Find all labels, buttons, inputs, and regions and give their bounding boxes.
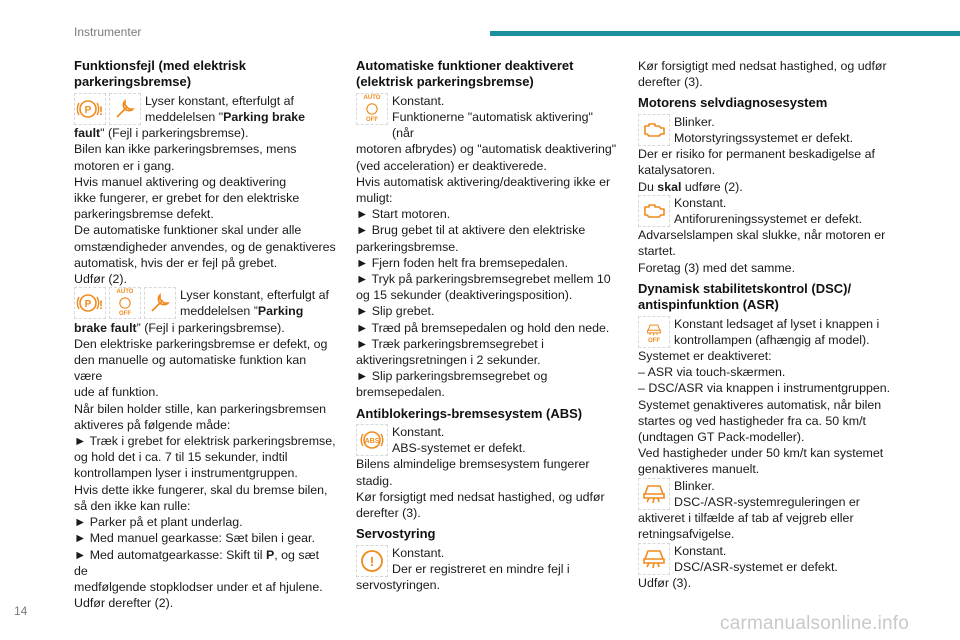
text-line: servostyringen. bbox=[356, 578, 441, 593]
heading-engine-diagnosis: Motorens selvdiagnosesystem bbox=[638, 95, 828, 111]
text-line: muligt: bbox=[356, 191, 393, 206]
text-line: brake fault” (Fejl i parkeringsbremse). bbox=[74, 320, 285, 335]
text-line: ikke fungerer, er grebet for den elektriske bbox=[74, 191, 300, 206]
text-line: aktiveres på følgende måde: bbox=[74, 417, 231, 432]
text-line: Konstant. bbox=[392, 425, 445, 440]
text-line: Blinker. bbox=[674, 478, 715, 493]
text-line: omstændigheder anvendes, og de genaktiveres bbox=[74, 239, 336, 254]
text-line: fault" (Fejl i parkeringsbremse). bbox=[74, 126, 249, 141]
dsc-skid-icon bbox=[638, 543, 670, 575]
text-line: ► Træd på bremsepedalen og hold den nede. bbox=[356, 320, 610, 335]
text-line: meddelelsen ”Parking bbox=[180, 304, 304, 319]
text-line: bremsepedalen. bbox=[356, 385, 445, 400]
text-line: automatisk, hvis der er fejl på grebet. bbox=[74, 255, 278, 270]
icon-row-parking-fault bbox=[74, 93, 336, 125]
text-line: Udfør derefter (2). bbox=[74, 596, 174, 611]
text-line: kontrollampen lyser i instrumentgruppen. bbox=[74, 466, 298, 481]
text-line: ► Træk parkeringsbremsegrebet i bbox=[356, 336, 544, 351]
text-line: genaktiveres manuelt. bbox=[638, 462, 760, 477]
text-line: ► Start motoren. bbox=[356, 207, 451, 222]
text-line: meddelelsen "Parking brake bbox=[145, 110, 306, 125]
icon-row-dsc-constant bbox=[638, 543, 900, 575]
text-line: Konstant. bbox=[392, 93, 445, 108]
text-line: ► Parker på et plant underlag. bbox=[74, 515, 243, 530]
text-line: så den ikke kan rulle: bbox=[74, 498, 191, 513]
text-line: De automatiske funktioner skal under alle bbox=[74, 223, 302, 238]
text-line: og 15 sekunder (deaktiveringsposition). bbox=[356, 288, 573, 303]
svg-text:!: ! bbox=[99, 103, 103, 118]
text-line: Bilens almindelige bremsesystem fungerer bbox=[356, 457, 590, 472]
heading-auto-functions: Automatiske funktioner deaktiveret (elektrisk parkeringsbremse) bbox=[356, 58, 574, 90]
text-line: parkeringsbremse. bbox=[356, 239, 459, 254]
wrench-warning-icon bbox=[144, 287, 176, 319]
text-line: Hvis manuel aktivering og deaktivering bbox=[74, 174, 287, 189]
auto-off-icon: AUTO OFF bbox=[109, 287, 141, 319]
text-line: DSC/ASR-systemet er defekt. bbox=[674, 559, 838, 574]
text-line: Lyser konstant, efterfulgt af bbox=[145, 93, 294, 108]
icon-row-auto-off bbox=[356, 93, 618, 142]
text-line: Konstant. bbox=[392, 545, 445, 560]
text-line: startes og ved hastigheder fra ca. 50 km/t bbox=[638, 413, 866, 428]
text-line: startet. bbox=[638, 244, 676, 259]
heading-dsc-asr: Dynamisk stabilitetskontrol (DSC)/ antispinfunktion (ASR) bbox=[638, 280, 852, 313]
text-line: aktiveret i tilfælde af tab af vejgreb eller bbox=[638, 511, 854, 526]
column-2 bbox=[356, 58, 618, 593]
auto-off-icon: AUTO OFF bbox=[356, 93, 388, 125]
icon-row-dsc-blink bbox=[638, 478, 900, 510]
text-line: Motorstyringssystemet er defekt. bbox=[674, 131, 854, 146]
header-accent-bar bbox=[490, 31, 960, 36]
text-line: Når bilen holder stille, kan parkeringsbremsen bbox=[74, 401, 327, 416]
text-line: (undtagen GT Pack-modeller). bbox=[638, 430, 805, 445]
text-line: parkeringsbremse defekt. bbox=[74, 207, 214, 222]
text-line: medfølgende stopklodser under et af hjulene. bbox=[74, 579, 323, 594]
text-line: retningsafvigelse. bbox=[638, 527, 735, 542]
svg-text:P: P bbox=[84, 299, 92, 311]
text-line: Udfør (3). bbox=[638, 575, 692, 590]
section-title: Instrumenter bbox=[74, 25, 142, 39]
watermark: carmanualsonline.info bbox=[720, 613, 910, 634]
svg-text:P: P bbox=[84, 104, 92, 116]
text-line: Funktionerne "automatisk aktivering" (når bbox=[392, 110, 593, 141]
text-line: ► Brug gebet til at aktivere den elektriske bbox=[356, 223, 586, 238]
abs-warning-icon bbox=[356, 424, 388, 456]
text-line: Foretag (3) med det samme. bbox=[638, 260, 796, 275]
column-3 bbox=[638, 58, 900, 591]
text-line: – ASR via touch-skærmen. bbox=[638, 365, 786, 380]
text-line: Advarselslampen skal slukke, når motoren er bbox=[638, 228, 886, 243]
wrench-warning-icon bbox=[109, 93, 141, 125]
icon-row-engine-blink bbox=[638, 114, 900, 146]
svg-text:ABS: ABS bbox=[364, 438, 380, 446]
text-line: ► Slip grebet. bbox=[356, 304, 435, 319]
text-line: Hvis dette ikke fungerer, skal du bremse bilen, bbox=[74, 482, 328, 497]
text-line: Den elektriske parkeringsbremse er defekt, og bbox=[74, 336, 328, 351]
text-line: – DSC/ASR via knappen i instrumentgruppen. bbox=[638, 381, 891, 396]
text-line: Konstant ledsaget af lyset i knappen i bbox=[674, 316, 880, 331]
text-line: Bilen kan ikke parkeringsbremses, mens bbox=[74, 142, 297, 157]
text-line: Du skal udføre (2). bbox=[638, 179, 743, 194]
text-line: ► Tryk på parkeringsbremsegrebet mellem 10 bbox=[356, 272, 611, 287]
text-line: Der er risiko for permanent beskadigelse af bbox=[638, 147, 875, 162]
text-line: ► Slip parkeringsbremsegrebet og bbox=[356, 369, 548, 384]
text-line: Konstant. bbox=[674, 195, 727, 210]
text-line: Hvis automatisk aktivering/deaktivering ikke er bbox=[356, 174, 611, 189]
dsc-skid-icon bbox=[638, 478, 670, 510]
svg-text:!: ! bbox=[369, 553, 375, 569]
text-line: Konstant. bbox=[674, 543, 727, 558]
text-line: Der er registreret en mindre fejl i bbox=[392, 561, 570, 576]
parking-brake-warning-icon bbox=[74, 287, 106, 319]
engine-warning-icon bbox=[638, 195, 670, 227]
icon-row-dsc-off bbox=[638, 316, 900, 348]
text-line: DSC-/ASR-systemreguleringen er bbox=[674, 494, 860, 509]
icon-row-parking-fault-2 bbox=[74, 287, 336, 319]
text-line: ► Med automatgearkasse: Skift til P, og sæt de bbox=[74, 547, 320, 578]
engine-warning-icon bbox=[638, 114, 670, 146]
text-line: Blinker. bbox=[674, 114, 715, 129]
text-line: Antiforureningssystemet er defekt. bbox=[674, 212, 863, 227]
text-line: Ved hastigheder under 50 km/t kan systemet bbox=[638, 446, 884, 461]
text-line: Lyser konstant, efterfulgt af bbox=[180, 288, 329, 303]
text-line: derefter (3). bbox=[638, 75, 703, 90]
text-line: Udfør (2). bbox=[74, 272, 128, 287]
text-line: motoren er i gang. bbox=[74, 158, 175, 173]
text-line: og hold det i ca. 7 til 15 sekunder, indtil bbox=[74, 450, 288, 465]
text-line: ► Med manuel gearkasse: Sæt bilen i gear. bbox=[74, 531, 315, 546]
steering-wheel-warning-icon bbox=[356, 545, 388, 577]
text-line: ABS-systemet er defekt. bbox=[392, 441, 526, 456]
text-line: aktiveringsretningen i 2 sekunder. bbox=[356, 353, 541, 368]
page-number: 14 bbox=[14, 604, 28, 618]
text-line: ► Fjern foden helt fra bremsepedalen. bbox=[356, 255, 569, 270]
parking-brake-warning-icon bbox=[74, 93, 106, 125]
text-line: (ved acceleration) er deaktiverede. bbox=[356, 158, 547, 173]
text-line: kontrollampen (afhængig af model). bbox=[674, 332, 870, 347]
text-line: derefter (3). bbox=[356, 506, 421, 521]
icon-row-abs bbox=[356, 424, 618, 456]
column-1 bbox=[74, 58, 336, 611]
text-line: Systemet genaktiveres automatisk, når bilen bbox=[638, 397, 882, 412]
heading-power-steering: Servostyring bbox=[356, 526, 436, 542]
text-line: stadig. bbox=[356, 473, 393, 488]
text-line: Kør forsigtigt med nedsat hastighed, og udfør bbox=[356, 489, 605, 504]
svg-text:!: ! bbox=[99, 298, 103, 313]
text-line: katalysatoren. bbox=[638, 163, 716, 178]
heading-parking-brake-fault: Funktionsfejl (med elektrisk parkeringsbremse) bbox=[74, 58, 246, 90]
heading-abs: Antiblokerings-bremsesystem (ABS) bbox=[356, 405, 583, 421]
text-line: den manuelle og automatiske funktion kan være bbox=[74, 353, 307, 384]
dsc-off-icon: OFF bbox=[638, 316, 670, 348]
icon-row-engine-constant bbox=[638, 195, 900, 227]
text-line: motoren afbrydes) og "automatisk deaktivering" bbox=[356, 142, 617, 157]
text-line: ude af funktion. bbox=[74, 385, 159, 400]
icon-row-steering bbox=[356, 545, 618, 577]
text-line: Kør forsigtigt med nedsat hastighed, og udfør bbox=[638, 59, 887, 73]
text-line: ► Træk i grebet for elektrisk parkeringsbremse, bbox=[74, 434, 336, 449]
text-line: Systemet er deaktiveret: bbox=[638, 349, 772, 364]
